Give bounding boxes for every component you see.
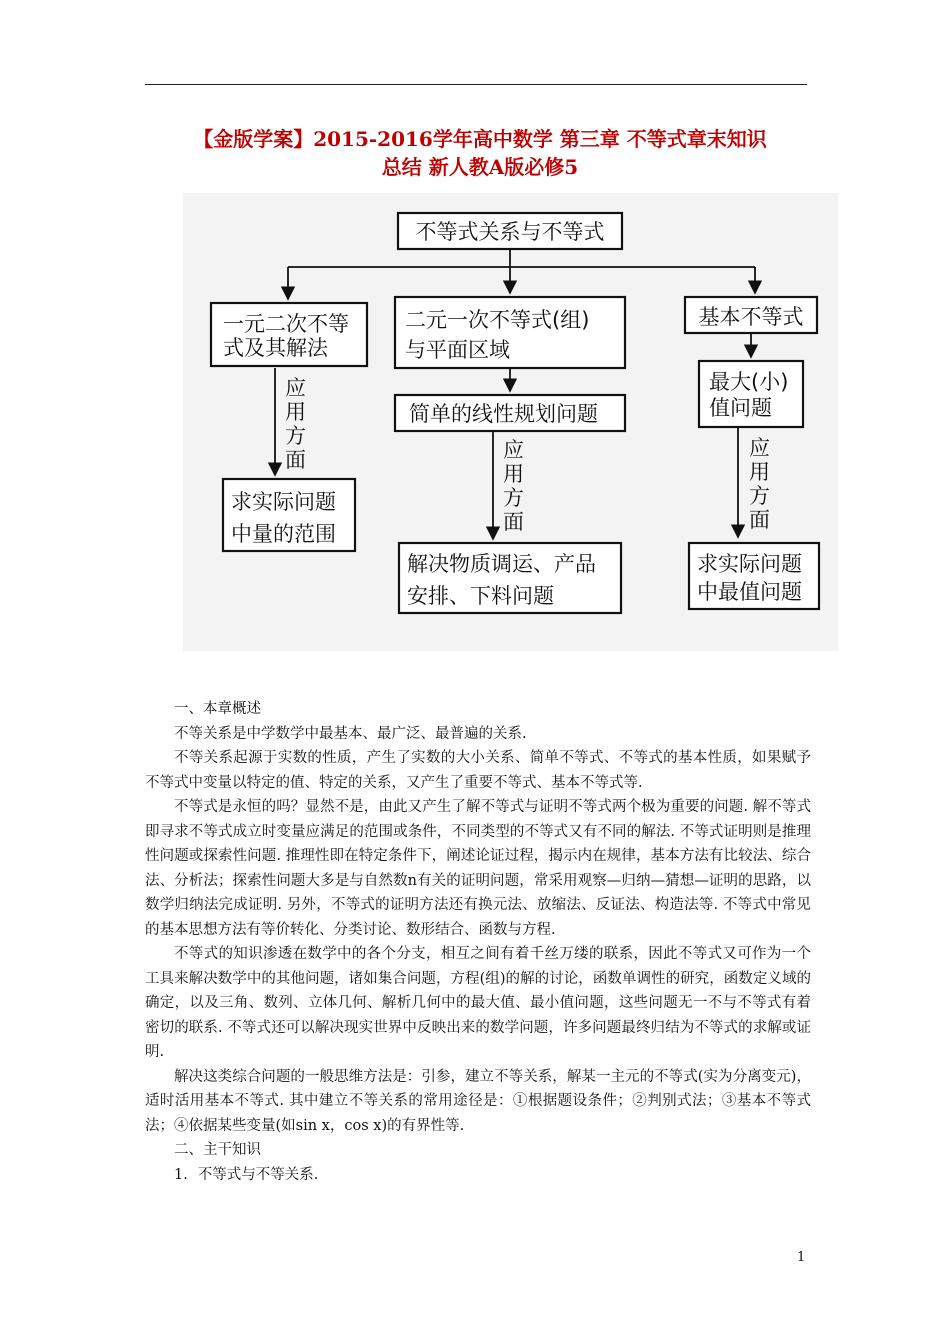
branch2-apply-2: 用 (503, 462, 524, 486)
paragraph-2: 不等关系起源于实数的性质，产生了实数的大小关系、简单不等式、不等式的基本性质，如果赋予不等式中变量以特定的值、特定的关系，又产生了重要不等式、基本不等式等. (145, 750, 811, 791)
root-label: 不等式关系与不等式 (415, 220, 605, 244)
section2-heading: 二、主干知识 (174, 1142, 261, 1158)
paragraph-1: 不等关系是中学数学中最基本、最广泛、最普遍的关系. (174, 725, 527, 742)
branch2-line1: 二元一次不等式(组) (405, 308, 590, 332)
header-rule (145, 84, 807, 85)
branch3-label: 基本不等式 (698, 305, 804, 329)
branch3-result-line2: 中最值问题 (697, 580, 802, 604)
root-connector (288, 249, 755, 267)
branch3-apply-1: 应 (749, 436, 770, 460)
branch2-apply-1: 应 (503, 438, 524, 462)
page-number: 1 (797, 1250, 806, 1265)
branch3-sub-line2: 值问题 (709, 396, 772, 420)
list-item-1: 1．不等式与不等关系. (174, 1166, 319, 1183)
branch2-result-line1: 解决物质调运、产品 (407, 552, 596, 576)
branch2-result-line2: 安排、下料问题 (407, 584, 554, 608)
branch3-result-line1: 求实际问题 (697, 552, 802, 576)
branch3-apply-2: 用 (749, 460, 770, 484)
branch1-line2: 式及其解法 (223, 336, 328, 360)
branch2-sub-label: 简单的线性规划问题 (409, 402, 598, 426)
branch2-apply-4: 面 (503, 510, 524, 534)
branch1-line1: 一元二次不等 (223, 312, 349, 336)
document-body (145, 697, 811, 1187)
paragraph-3: 不等式是永恒的吗？显然不是，由此又产生了解不等式与证明不等式两个极为重要的问题. 解不等式即寻求不等式成立时变量应满足的范围或条件，不同类型的不等式又有不同的解法. 不等式证明则是推理性问题或探索性问题. 推理性即在特定条件下，阐述论证过程，揭示内在规律，基本方法有比较法、综合法、分析法；探索性问题大多是与自然数n有关的证明问题，常采用观察—归纳—猜想—证明的思路，以数学归纳法完成证明. 另外，不等式的证明方法还有换元法、放缩法、反证法、构造法等. 不等式中常见的基本思想方法有等价转化、分类讨论、数形结合、函数与方程. (145, 799, 811, 938)
knowledge-structure-diagram (183, 193, 838, 651)
branch1-apply-4: 面 (285, 448, 306, 472)
branch3-apply-4: 面 (749, 508, 770, 532)
document-title-line2: 总结 新人教A版必修5 (381, 155, 579, 179)
document-title-line1: 【金版学案】2015-2016学年高中数学 第三章 不等式章末知识 (193, 127, 767, 151)
branch1-result-line1: 求实际问题 (231, 490, 336, 514)
section1-heading: 一、本章概述 (174, 701, 261, 717)
branch3-sub-line1: 最大(小) (709, 370, 789, 394)
branch1-apply-2: 用 (285, 400, 306, 424)
branch2-apply-3: 方 (503, 486, 524, 510)
branch1-apply-3: 方 (285, 424, 306, 448)
branch1-result-line2: 中量的范围 (231, 522, 336, 546)
paragraph-4: 不等式的知识渗透在数学中的各个分支，相互之间有着千丝万缕的联系，因此不等式又可作为一个工具来解决数学中的其他问题，诸如集合问题，方程(组)的解的讨论，函数单调性的研究，函数定义域的确定，以及三角、数列、立体几何、解析几何中的最大值、最小值问题，这些问题无一不与不等式有着密切的联系. 不等式还可以解决现实世界中反映出来的数学问题，许多问题最终归结为不等式的求解或证明. (145, 946, 811, 1060)
paragraph-5: 解决这类综合问题的一般思维方法是：引参，建立不等关系，解某一主元的不等式(实为分离变元)，适时活用基本不等式. 其中建立不等关系的常用途径是：①根据题设条件；②判别式法；③基本不等式法；④依据某些变量(如sin x，cos x)的有界性等. (145, 1068, 811, 1134)
branch2-line2: 与平面区域 (405, 338, 510, 362)
branch1-apply-1: 应 (285, 376, 306, 400)
branch3-apply-3: 方 (749, 484, 770, 508)
